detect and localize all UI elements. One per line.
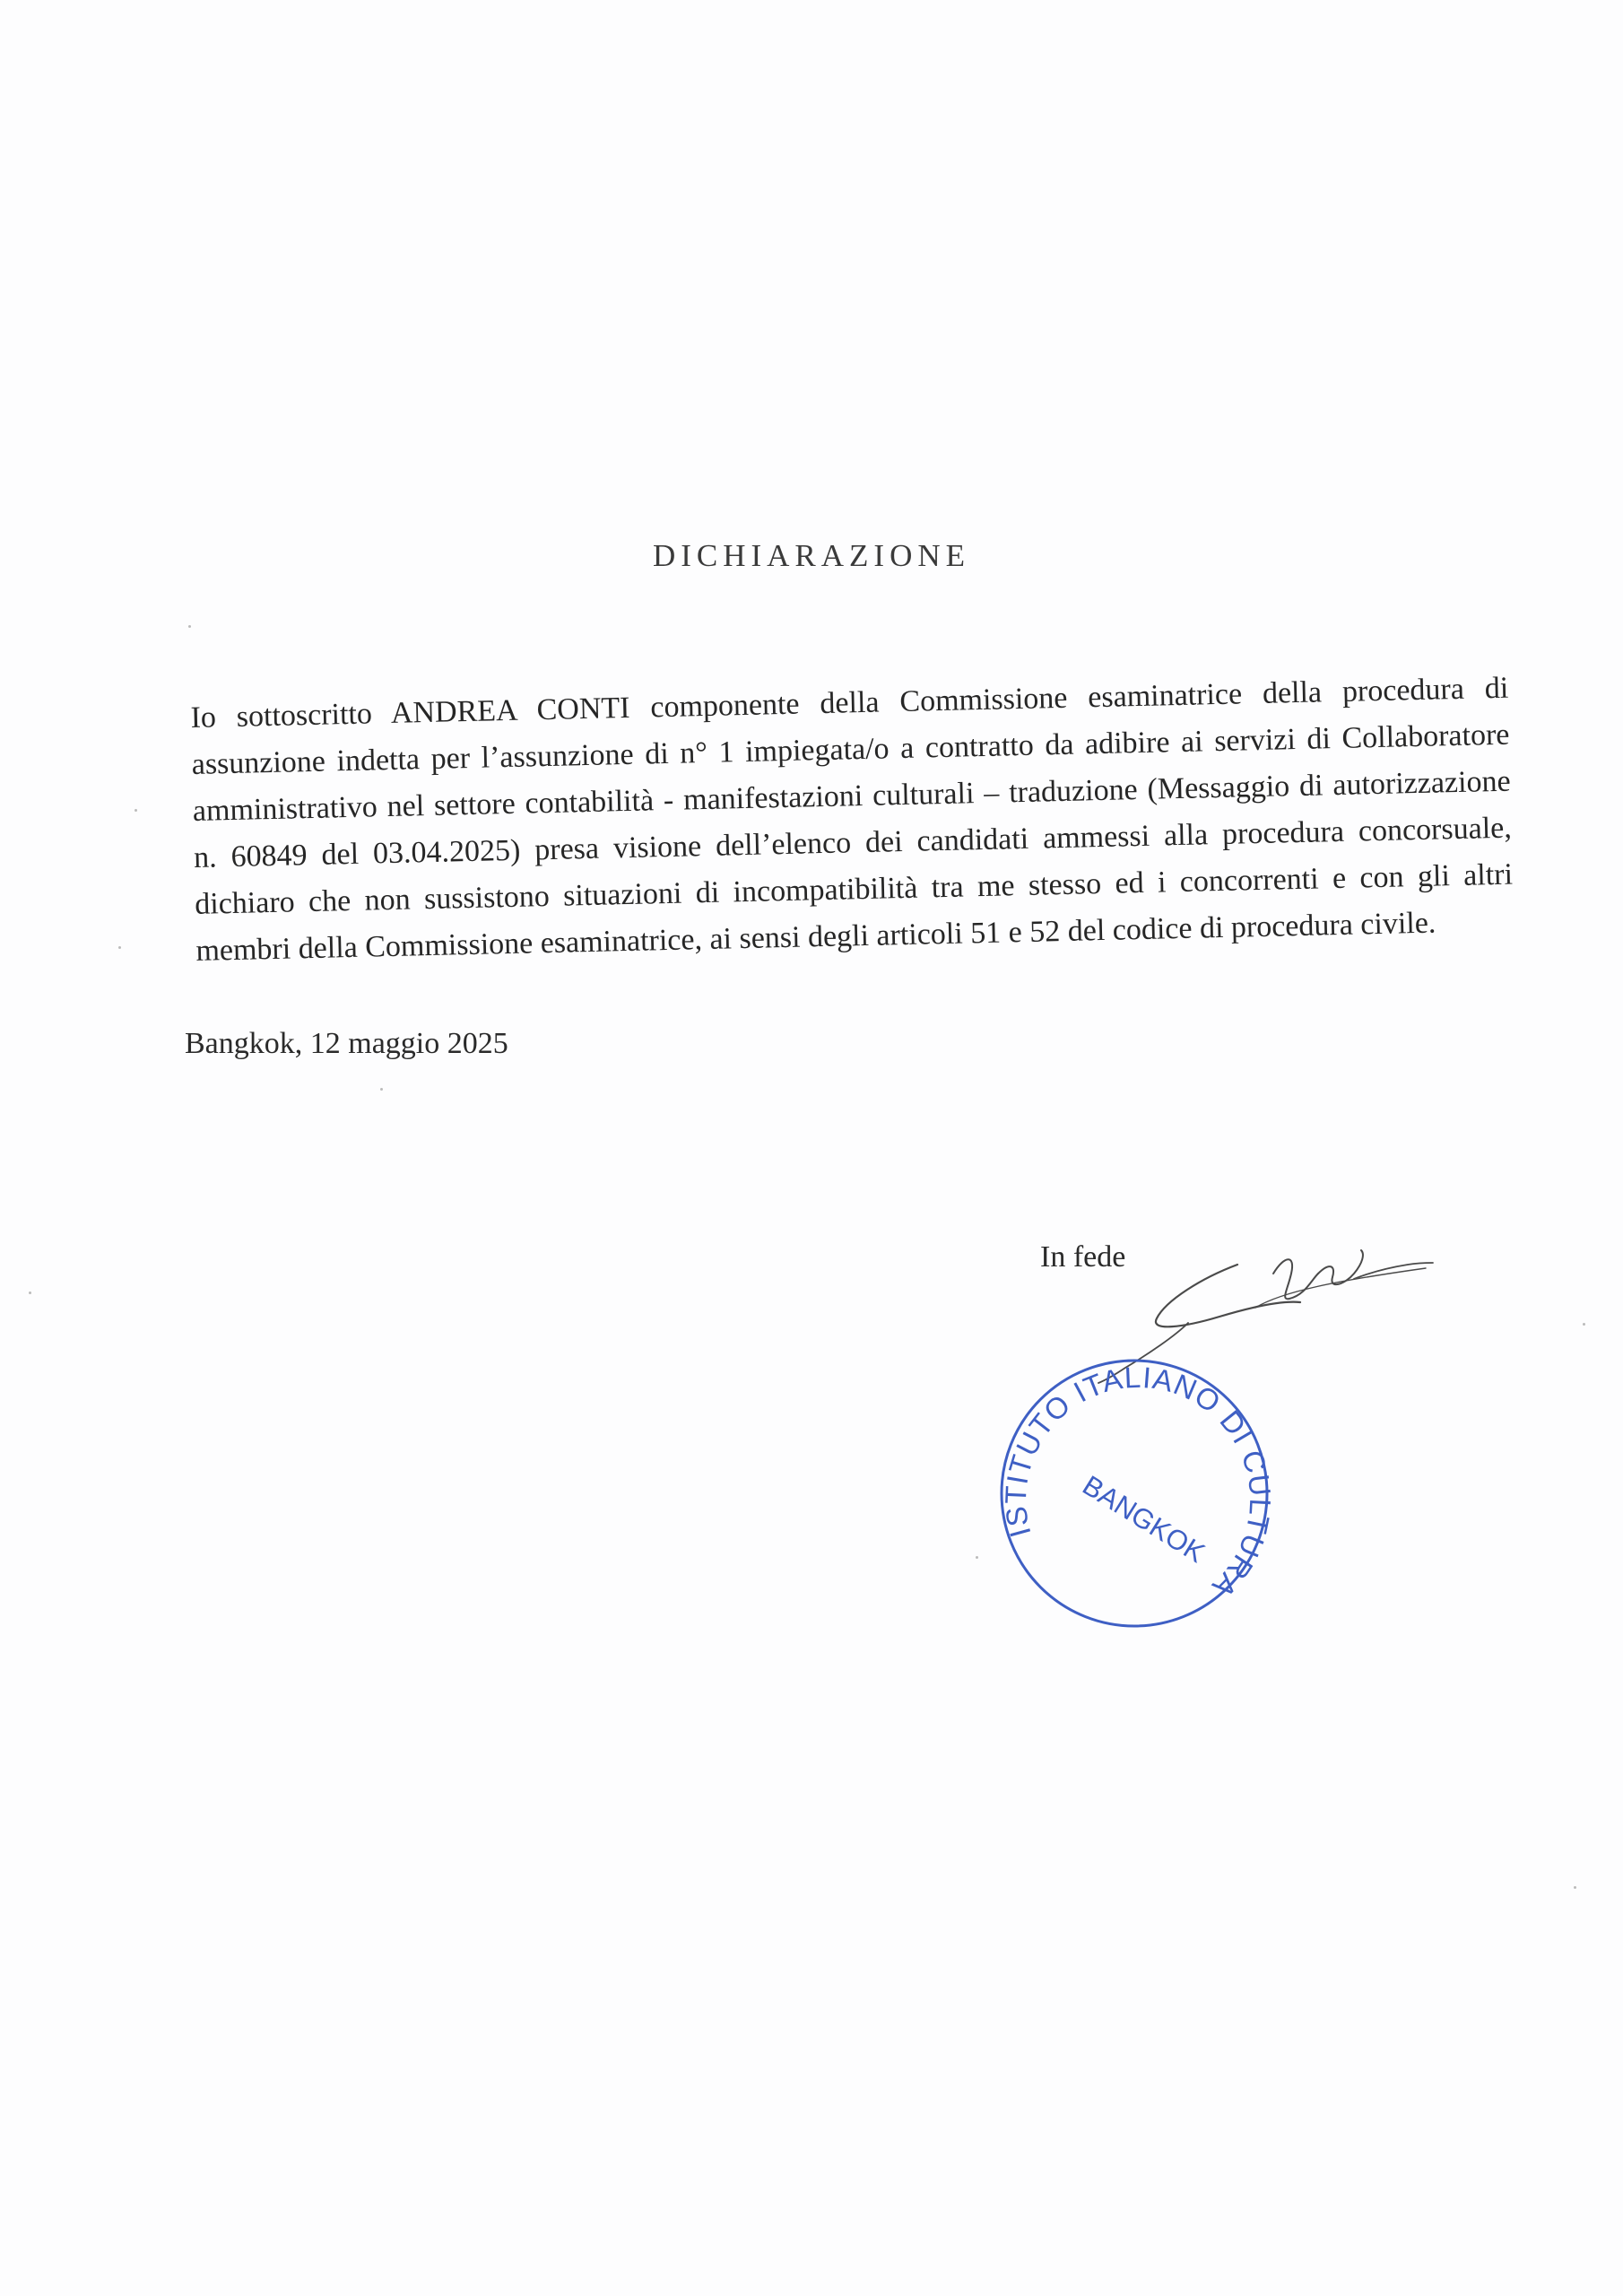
place-and-date: Bangkok, 12 maggio 2025 [185, 1027, 508, 1060]
scan-speck [135, 809, 137, 812]
document-title: DICHIARAZIONE [652, 538, 971, 573]
scan-speck [1583, 1323, 1585, 1326]
declaration-body: Io sottoscritto ANDREA CONTI componente della Commissione esaminatrice della procedura di assunzione indetta per l’assunzione di n° 1 impiegata/o a contratto da adibire ai servizi di Collaboratore amministrativo nel settore contabilità - manifestazioni culturali – traduzione (Messaggio di autorizzazione n. 60849 del 03.04.2025) presa visione dell’elenco dei candidati ammessi alla procedura concorsuale, dichiaro che non sussistono situazioni di incompatibilità tra me stesso ed i concorrenti e con gli altri membri della Commissione esaminatrice, ai sensi degli articoli 51 e 52 del codice di procedura civile. [190, 671, 1514, 968]
stamp-center-text: BANGKOK [1077, 1469, 1211, 1570]
svg-text:ISTITUTO ITALIANO DI CULTURA [999, 1361, 1278, 1605]
scan-speck [976, 1556, 978, 1559]
scan-speck [188, 625, 191, 628]
stamp-outer-text: ISTITUTO ITALIANO DI CULTURA [998, 1360, 1278, 1605]
closing-formula: In fede [1040, 1240, 1126, 1274]
scan-speck [380, 1088, 383, 1091]
scan-speck [1574, 1886, 1576, 1889]
institute-stamp [986, 1345, 1282, 1641]
scan-speck [29, 1292, 31, 1294]
scan-speck [118, 946, 121, 949]
